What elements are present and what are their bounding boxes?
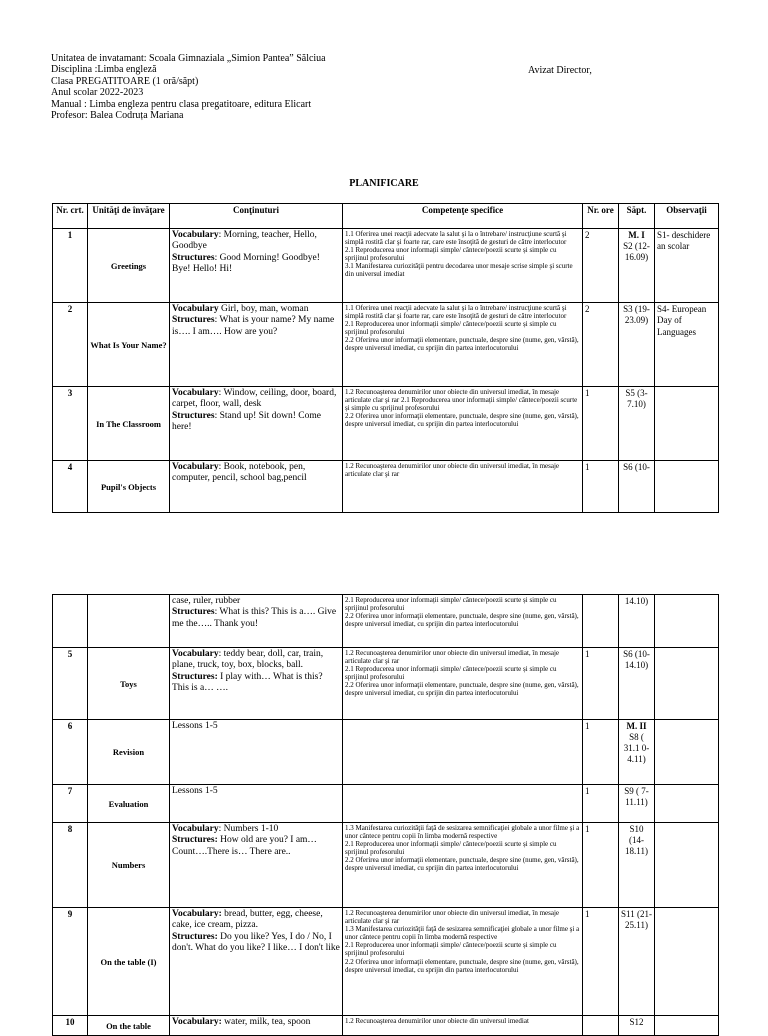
table-row [53, 595, 719, 648]
week-cell [619, 461, 655, 513]
learning-unit: Toys [88, 648, 170, 720]
header-line-class: Clasa PREGATITOARE (1 oră/săpt) [51, 75, 199, 87]
row-number: 6 [53, 720, 88, 785]
col-header-competences: Competenţe specifice [343, 204, 583, 229]
contents-cell [170, 720, 343, 785]
vocabulary-line [172, 462, 340, 485]
contents-cell [170, 648, 343, 720]
week-interval: S5 (3- 7.10) [625, 388, 648, 409]
table-row [53, 229, 719, 303]
week-cell [619, 785, 655, 823]
planning-table-page1 [52, 203, 719, 513]
table-row [53, 785, 719, 823]
week-cell [619, 595, 655, 648]
notes-cell: S1- deschidere an scolar [655, 229, 719, 303]
col-header-hours: Nr. ore [583, 204, 619, 229]
hours-cell: 1 [583, 823, 619, 908]
row-number: 9 [53, 908, 88, 1016]
hours-cell: 1 [583, 720, 619, 785]
col-header-unit: Unităţi de învăţare [88, 204, 170, 229]
vocabulary-text: bread, butter, egg, cheese, cake, ice cream, pizza. [172, 909, 323, 931]
hours-cell: 1 [583, 461, 619, 513]
header-line-year: Anul scolar 2022-2023 [51, 87, 144, 99]
module-label: M. I [628, 230, 645, 240]
vocabulary-line [172, 786, 340, 797]
learning-unit [88, 595, 170, 648]
week-interval: S3 (19- 23.09) [623, 304, 650, 325]
contents-cell [170, 908, 343, 1016]
week-cell [619, 908, 655, 1016]
competences-cell: 1.2 Recunoaşterea denumirilor unor obiecte din universul imediat, în mesaje articulate clar şi rar 1.3 Manifestarea curiozităţii faţă de sesizarea semnificaţiei globale a unor filme şi a unor cântece pentru copii în limba modernă respective 2.1 Reproducerea unor informații simple/ cântece/poezii scurte și simple cu sprijinul profesorului 2.2 Oferirea unor informaţii elementare, punctuale, despre sine (nume, gen, vârstă), despre universul imediat, cu sprijin din partea interlocutorului [343, 908, 583, 1016]
row-number: 7 [53, 785, 88, 823]
table-row [53, 1016, 719, 1036]
vocabulary-line [172, 1017, 340, 1028]
col-header-content: Conţinuturi [170, 204, 343, 229]
director-approval: Avizat Director, [528, 65, 592, 76]
header-line-subject: Disciplina :Limba engleză [51, 64, 157, 76]
week-cell [619, 1016, 655, 1036]
col-header-nr: Nr. crt. [53, 204, 88, 229]
contents-cell [170, 823, 343, 908]
structures-line [172, 253, 340, 276]
notes-cell [655, 823, 719, 908]
vocabulary-line [172, 230, 340, 253]
week-cell [619, 648, 655, 720]
contents-cell [170, 461, 343, 513]
row-number: 3 [53, 387, 88, 461]
structures-text: How old are you? I am… Count….There is… There are.. [172, 835, 317, 857]
vocabulary-label: Vocabulary [172, 462, 219, 472]
week-interval: S2 (12- 16.09) [623, 241, 650, 262]
hours-cell [583, 1016, 619, 1036]
vocabulary-text: : teddy bear, doll, car, train, plane, truck, toy, box, blocks, ball. [172, 649, 324, 671]
competences-cell: 1.2 Recunoaşterea denumirilor unor obiecte din universul imediat [343, 1016, 583, 1036]
planning-table-page2 [52, 594, 719, 1036]
competences-cell: 1.2 Recunoaşterea denumirilor unor obiecte din universul imediat, în mesaje articulate clar şi rar [343, 461, 583, 513]
hours-cell: 2 [583, 229, 619, 303]
hours-cell: 1 [583, 648, 619, 720]
hours-cell [583, 595, 619, 648]
row-number: 8 [53, 823, 88, 908]
competences-cell: 1.2 Recunoaşterea denumirilor unor obiecte din universul imediat, în mesaje articulate clar şi rar 2.1 Reproducerea unor informații simple/ cântece/poezii scurte și simple cu sprijinul profesorului 2.2 Oferirea unor informaţii elementare, punctuale, despre sine (nume, gen, vârstă), despre universul imediat, cu sprijin din partea interlocutorului [343, 648, 583, 720]
vocabulary-text: : Book, notebook, pen, computer, pencil, school bag,pencil [172, 462, 307, 484]
vocabulary-text: : Numbers 1-10 [218, 824, 279, 834]
hours-cell: 1 [583, 387, 619, 461]
vocabulary-text: : Morning, teacher, Hello, Goodbye [172, 230, 317, 252]
header-line-school: Unitatea de invatamant: Scoala Gimnaziala „Simion Pantea” Sălciua [51, 53, 326, 64]
week-interval: S11 (21- 25.11) [621, 909, 652, 930]
page-title: PLANIFICARE [349, 178, 419, 189]
vocabulary-line [172, 721, 340, 732]
vocabulary-text: Girl, boy, man, woman [218, 304, 309, 314]
week-cell [619, 229, 655, 303]
vocabulary-line [172, 596, 340, 607]
table-row [53, 303, 719, 387]
structures-line [172, 315, 340, 338]
structures-line [172, 672, 340, 695]
table-row [53, 461, 719, 513]
structures-label: Structures [172, 410, 215, 421]
row-number: 1 [53, 229, 88, 303]
learning-unit: What Is Your Name? [88, 303, 170, 387]
week-interval: 14.10) [624, 596, 649, 606]
vocabulary-label: Vocabulary [172, 304, 219, 314]
row-number [53, 595, 88, 648]
week-interval: S6 (10- 14.10) [623, 649, 650, 670]
week-cell [619, 823, 655, 908]
notes-cell [655, 908, 719, 1016]
vocabulary-label: Vocabulary [172, 824, 219, 834]
contents-cell [170, 595, 343, 648]
row-number: 10 [53, 1016, 88, 1036]
notes-cell [655, 785, 719, 823]
row-number: 5 [53, 648, 88, 720]
vocabulary-text: Lessons 1-5 [172, 786, 218, 796]
contents-cell [170, 303, 343, 387]
competences-cell [343, 785, 583, 823]
notes-cell: S4- European Day of Languages [655, 303, 719, 387]
header-line-manual: Manual : Limba engleza pentru clasa pregatitoare, editura Elicart [51, 98, 312, 110]
vocabulary-text: : Window, ceiling, door, board, carpet, floor, wall, desk [172, 388, 337, 410]
learning-unit: Evaluation [88, 785, 170, 823]
table-row [53, 648, 719, 720]
vocabulary-label: Vocabulary [172, 388, 219, 398]
structures-line [172, 411, 340, 434]
hours-cell: 1 [583, 785, 619, 823]
week-cell [619, 387, 655, 461]
competences-cell: 1.3 Manifestarea curiozităţii faţă de sesizarea semnificaţiei globale a unor filme şi a unor cântece pentru copii în limba modernă respective 2.1 Reproducerea unor informații simple/ cântece/poezii scurte și simple cu sprijinul profesorului 2.2 Oferirea unor informaţii elementare, punctuale, despre sine (nume, gen, vârstă), despre universul imediat, cu sprijin din partea interlocutorului [343, 823, 583, 908]
vocabulary-line [172, 304, 340, 315]
contents-cell [170, 785, 343, 823]
competences-cell: 2.1 Reproducerea unor informații simple/ cântece/poezii scurte și simple cu sprijinul profesorului 2.2 Oferirea unor informaţii elementare, punctuale, despre sine (nume, gen, vârstă), despre universul imediat, cu sprijin din partea interlocutorului [343, 595, 583, 648]
notes-cell [655, 461, 719, 513]
structures-label: Structures [172, 252, 215, 263]
vocabulary-text: water, milk, tea, spoon [221, 1017, 311, 1027]
competences-cell: 1.1 Oferirea unei reacţii adecvate la salut şi la o întrebare/ instrucţiune scurtă şi simplă rostită clar şi foarte rar, care este însoţită de gesturi de către interlocutor 2.1 Reproducerea unor informații simple/ cântece/poezii scurte și simple cu sprijinul profesorului 3.1 Manifestarea curiozităţii pentru decodarea unor mesaje scrise simple şi scurte din universul imediat [343, 229, 583, 303]
vocabulary-text: Lessons 1-5 [172, 721, 218, 731]
week-cell [619, 303, 655, 387]
learning-unit: On the table (I) [88, 908, 170, 1016]
learning-unit: Pupil's Objects [88, 461, 170, 513]
structures-label: Structures [172, 607, 215, 618]
vocabulary-label: Vocabulary: [172, 909, 222, 919]
table-row [53, 908, 719, 1016]
contents-cell [170, 229, 343, 303]
hours-cell: 1 [583, 908, 619, 1016]
week-cell [619, 720, 655, 785]
module-label: M. II [626, 721, 647, 731]
row-number: 2 [53, 303, 88, 387]
structures-line [172, 607, 340, 630]
table-row [53, 823, 719, 908]
header-line-teacher: Profesor: Balea Codruța Mariana [51, 110, 184, 122]
structures-line [172, 932, 340, 955]
structures-label: Structures: [172, 671, 218, 682]
structures-line [172, 835, 340, 858]
week-interval: S6 (10- [623, 462, 650, 472]
notes-cell [655, 595, 719, 648]
hours-cell: 2 [583, 303, 619, 387]
learning-unit: Greetings [88, 229, 170, 303]
structures-label: Structures [172, 315, 215, 326]
learning-unit: In The Classroom [88, 387, 170, 461]
competences-cell: 1.2 Recunoaşterea denumirilor unor obiecte din universul imediat, în mesaje articulate clar şi rar 2.1 Reproducerea unor informații simple/ cântece/poezii scurte și simple cu sprijinul profesorului 2.2 Oferirea unor informaţii elementare, punctuale, despre sine (nume, gen, vârstă), despre universul imediat, cu sprijin din partea interlocutorului [343, 387, 583, 461]
learning-unit: Revision [88, 720, 170, 785]
learning-unit: On the table [88, 1016, 170, 1036]
notes-cell [655, 720, 719, 785]
vocabulary-label: Vocabulary [172, 230, 219, 240]
col-header-notes: Observaţii [655, 204, 719, 229]
document-header [51, 53, 326, 121]
competences-cell [343, 720, 583, 785]
structures-text: : What is this? This is a…. Give me the….. Thank you! [172, 607, 337, 629]
learning-unit: Numbers [88, 823, 170, 908]
notes-cell [655, 1016, 719, 1036]
vocabulary-line [172, 388, 340, 411]
vocabulary-line [172, 824, 340, 835]
col-header-week: Săpt. [619, 204, 655, 229]
table-header-row [53, 204, 719, 229]
structures-text: : Good Morning! Goodbye! Bye! Hello! Hi! [172, 252, 320, 275]
structures-label: Structures: [172, 931, 218, 942]
week-interval: S10 (14- 18.11) [625, 824, 648, 856]
notes-cell [655, 387, 719, 461]
vocabulary-line [172, 649, 340, 672]
week-interval: S12 [629, 1017, 644, 1027]
vocabulary-label: Vocabulary [172, 649, 219, 659]
structures-text: Do you like? Yes, I do / No, I don't. What do you like? I like… I don't like [172, 931, 340, 954]
row-number: 4 [53, 461, 88, 513]
structures-text: : What is your name? My name is…. I am…. How are you? [172, 315, 335, 337]
notes-cell [655, 648, 719, 720]
vocabulary-text: case, ruler, rubber [172, 596, 241, 606]
contents-cell [170, 387, 343, 461]
vocabulary-label: Vocabulary: [172, 1017, 222, 1027]
week-interval: S9 ( 7- 11.11) [624, 786, 649, 807]
table-row [53, 720, 719, 785]
contents-cell [170, 1016, 343, 1036]
structures-text: I play with… What is this? This is a… …. [172, 671, 323, 694]
competences-cell: 1.1 Oferirea unei reacţii adecvate la salut şi la o întrebare/ instrucţiune scurtă şi simplă rostită clar şi foarte rar, care este însoţită de gesturi de către interlocutor 2.1 Reproducerea unor informații simple/ cântece/poezii scurte și simple cu sprijinul profesorului 2.2 Oferirea unor informaţii elementare, punctuale, despre sine (nume, gen, vârstă), despre universul imediat, cu sprijin din partea interlocutorului [343, 303, 583, 387]
vocabulary-line [172, 909, 340, 932]
week-interval: S8 ( 31.1 0- 4.11) [623, 732, 650, 764]
structures-label: Structures: [172, 835, 218, 846]
table-row [53, 387, 719, 461]
structures-text: : Stand up! Sit down! Come here! [172, 410, 321, 433]
